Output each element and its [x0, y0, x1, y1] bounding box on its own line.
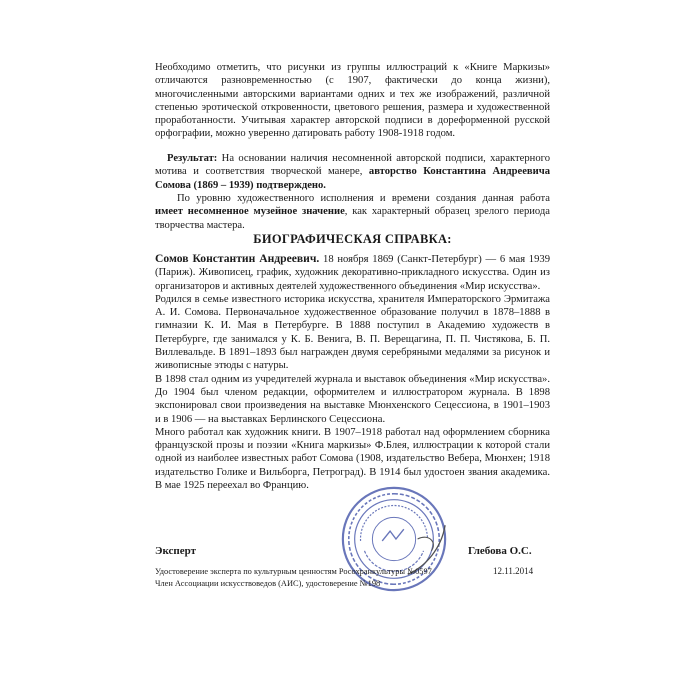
bio-section [155, 252, 550, 492]
document-date: 12.11.2014 [493, 566, 534, 576]
bio-artist-name: Сомов Константин Андреевич. [155, 252, 320, 265]
paragraph-result [155, 152, 550, 192]
museum-value-bold: имеет несомненное музейное значение [155, 206, 345, 218]
expert-name: Глебова О.С. [468, 545, 532, 557]
association-membership: Член Ассоциации искусствоведов (АИС), удостоверение №198 [155, 579, 381, 588]
museum-text-a: По уровню художественного исполнения и времени создания данная работа [177, 193, 550, 204]
bio-paragraph-mir-iskusstva: В 1898 стал одним из учредителей журнала и выставок объединения «Мир искусства». До 1904 был членом редакции, оформителем и иллюстратором журнала. В 1898 экспонировал свои произведения на выставке Мюнхенского Сецессиона, в 1901–1903 и в 1906 — на выставках Берлинского Сецессиона. [155, 373, 550, 425]
result-text: На основании наличия несомненной авторской подписи, характерного мотива и соответствия творческой манере, [155, 153, 550, 178]
bio-paragraph-book-art: Много работал как художник книги. В 1907–1918 работал над оформлением сборника французской прозы и поэзии «Книга маркизы» Ф.Блея, иллюстрации к которой стали одной из наиболее известных работ Сомова (1908, издательство Вебера, Мюнхен; 1918 издательство Голике и Вильборга, Петроград). В 1914 был удостоен звания академика. В мае 1925 переехал во Францию. [155, 426, 550, 492]
bio-lead-paragraph [155, 252, 550, 293]
expert-certificate: Удостоверение эксперта по культурным ценностям Росохранкультуры №0597 [155, 567, 432, 576]
result-conclusion: авторство Константина Андреевича Сомова (1869 – 1939) подтверждено. [155, 166, 550, 191]
result-label: Результат: [167, 153, 218, 164]
expert-label: Эксперт [155, 545, 197, 557]
paragraph-museum-value [155, 192, 550, 232]
paragraph-dating: Необходимо отметить, что рисунки из группы иллюстраций к «Книге Маркизы» отличаются разновременностью (с 1907, фактически до конца жизни), многочисленными авторскими вариантами одних и тех же изображений, различной степенью эротической откровенности, цветового решения, размера и художественной проработанности. Учитывая характер авторской подписи в дореформенной русской орфографии, можно уверенно датировать работу 1908-1918 годом. [155, 62, 550, 140]
bio-paragraph-education: Родился в семье известного историка искусства, хранителя Императорского Эрмитажа А. И. Сомова. Первоначальное художественное образование получил в 1878–1888 в гимназии К. И. Мая в Петербурге. В 1888 поступил в Академию художеств в Петербурге, где занимался у К. Б. Венига, В. П. Верещагина, П. П. Чистякова, Б. П. Виллевальде. В 1891–1893 был награжден двумя серебряными медалями за рисунок и живописные этюды с натуры. [155, 293, 550, 372]
bio-lead-text: 18 ноября 1869 (Санкт-Петербург) — 6 мая 1939 (Париж). Живописец, график, художник декоративно-прикладного искусства. Один из организаторов и активных деятелей художественного объединения «Мир искусства». [155, 254, 550, 292]
museum-text-b: , как характерный образец зрелого периода творчества мастера. [155, 206, 550, 231]
bio-heading: БИОГРАФИЧЕСКАЯ СПРАВКА: [253, 232, 452, 246]
